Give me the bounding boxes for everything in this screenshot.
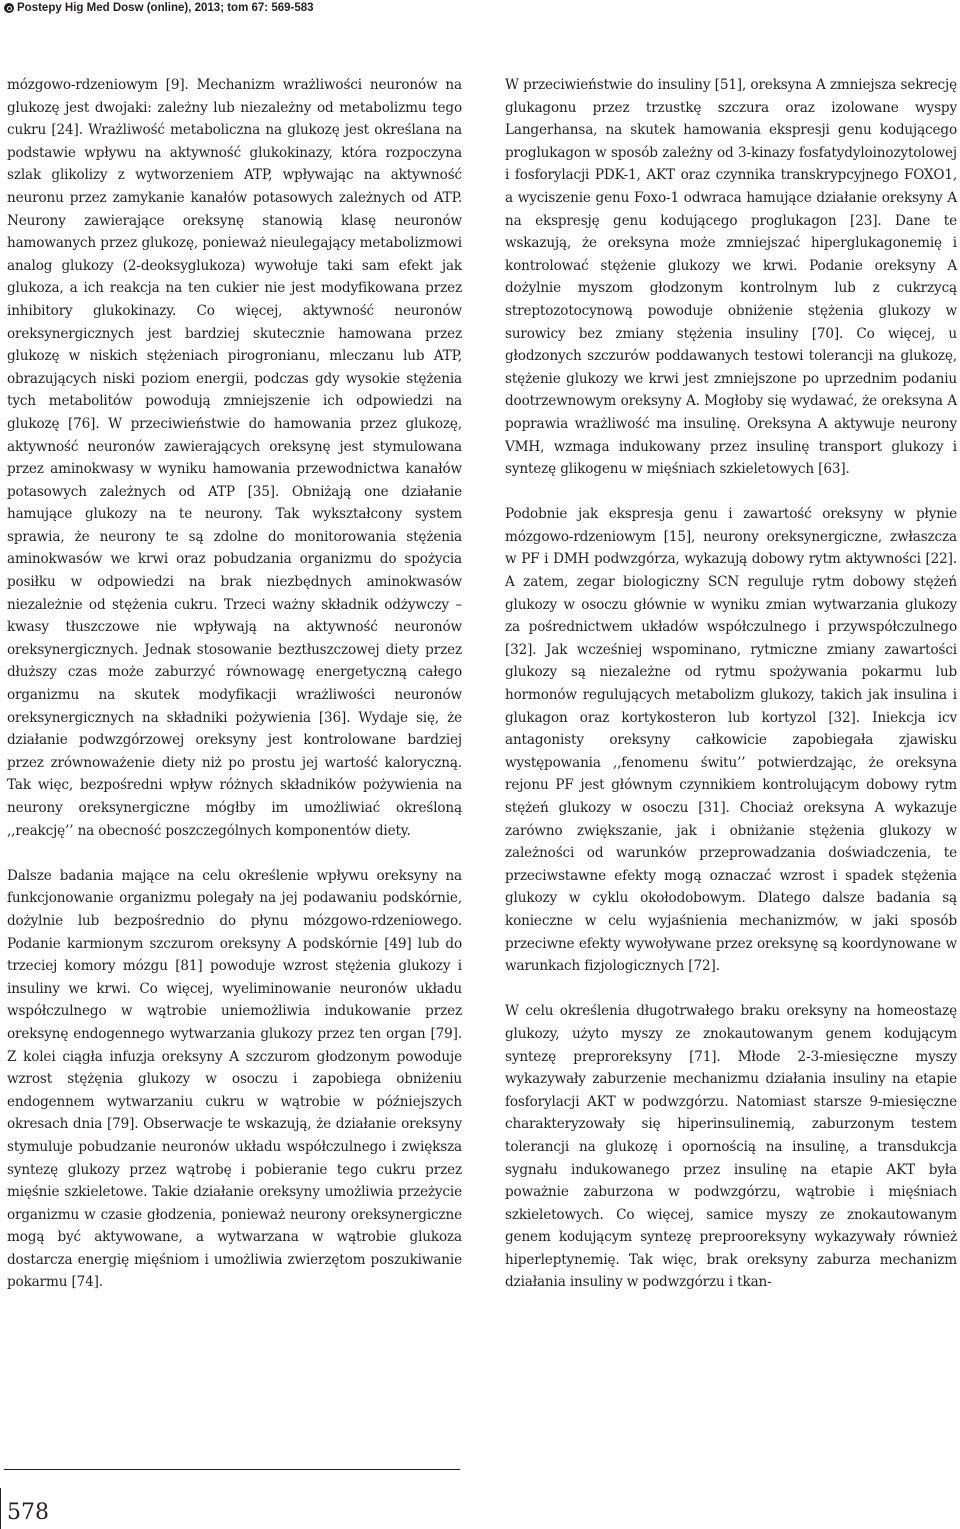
paragraph: mózgowo-rdzeniowym [9]. Mechanizm wrażliwości neuronów na glukozę jest dwojaki: zależny lub niezależny od metabolizmu tego cukru [24]. Wrażliwość metaboliczna na glukozę jest określana na podstawie wpływu na aktywność glukokinazy, która rozpoczyna szlak glikolizy z wytworzeniem ATP, wpływając na aktywność neuronu przez zamykanie kanałów potasowych zależnych od ATP. Neurony zawierające oreksynę stanowią klasę neuronów hamowanych przez glukozę, ponieważ nieulegający metabolizmowi analog glukozy (2-deoksyglukoza) wywołuje taki sam efekt jak glukoza, a ich reakcja na ten cukier nie jest modyfikowana przez inhibitory glukokinazy. Co więcej, aktywność neuronów oreksynergicznych jest bardziej skutecznie hamowana przez glukozę w niskich stężeniach pirogronianu, mleczanu lub ATP, obrazujących niski poziom energii, podczas gdy wysokie stężenia tych metabolitów powodują zmniejszenie ich odpowiedzi na glukozę [76]. W przeciwieństwie do hamowania przez glukozę, aktywność neuronów zawierających oreksynę jest stymulowana przez aminokwasy w wyniku hamowania przewodnictwa kanałów potasowych zależnych od ATP [35]. Obniżają one działanie hamujące glukozy na te neurony. Tak wykształcony system sprawia, że neurony te są zdolne do monitorowania stężenia aminokwasów we krwi oraz pobudzania organizmu do spożycia posiłku w odpowiedzi na brak niezbędnych aminokwasów niezależnie od stężenia cukru. Trzeci ważny składnik odżywczy – kwasy tłuszczowe nie wpływają na aktywność neuronów oreksynergicznych. Jednak stosowanie beztłuszczowej diety przez dłuższy czas może zaburzyć równowagę energetyczną całego organizmu na skutek modyfikacji wrażliwości neuronów oreksynergicznych na składniki pożywienia [36]. Wydaje się, że działanie podwzgórzowej oreksyny jest kontrolowane bardziej przez zrównoważenie diety niż po prostu jej wartość kaloryczną. Tak więc, bezpośredni wpływ różnych składników pożywienia na neurony oreksynergiczne mógłby im umożliwiać określoną ,,reakcję’’ na obecność poszczególnych komponentów diety.	[7, 77, 462, 839]
open-access-icon	[4, 3, 14, 13]
paragraph: Podobnie jak ekspresja genu i zawartość oreksyny w płynie mózgowo-rdzeniowym [15], neurony oreksynergiczne, zwłaszcza w PF i DMH podwzgórza, wykazują dobowy rytm aktywności [22]. A zatem, zegar biologiczny SCN reguluje rytm dobowy stężeń glukozy w osoczu głównie w wyniku zmian wytwarzania glukozy za pośrednictwem układów współczulnego i przywspółczulnego [32]. Jak wcześniej wspominano, rytmiczne zmiany zawartości glukozy są niezależne od rytmu spożywania pokarmu lub hormonów regulujących metabolizm glukozy, takich jak insulina i glukagon oraz kortykosteron lub kortyzol [32]. Iniekcja icv antagonisty oreksyny całkowicie zapobiegała zjawisku występowania ,,fenomenu świtu’’ potwierdzając, że oreksyna rejonu PF jest głównym czynnikiem kontrolującym dobowy rytm stężeń glukozy w osoczu [31]. Chociaż oreksyna A wykazuje zarówno zwiększanie, jak i obniżanie stężenia glukozy w zależności od warunków przeprowadzania doświadczenia, te przeciwstawne efekty mogą oznaczać wzrost i spadek stężenia glukozy w cyklu okołodobowym. Dlatego dalsze badania są konieczne w celu wyjaśnienia mechanizmów, w jaki sposób przeciwne efekty wywoływane przez oreksynę są koordynowane w warunkach fizjologicznych [72].	[505, 506, 957, 975]
right-column	[505, 74, 957, 1294]
journal-header	[4, 0, 314, 16]
journal-citation: Postepy Hig Med Dosw (online), 2013; tom 67: 569-583	[17, 2, 314, 14]
paragraph: W celu określenia długotrwałego braku oreksyny na homeostazę glukozy, użyto myszy ze znokautowanym genem kodującym syntezę preproreksyny [71]. Młode 2-3-miesięczne myszy wykazywały zaburzenie mechanizmu działania insuliny na etapie fosforylacji AKT w podwzgórzu. Natomiast starsze 9-miesięczne charakteryzowały się hiperinsulinemią, zaburzonym testem tolerancji na glukozę i opornością na insulinę, a transdukcja sygnału indukowanego przez insulinę na etapie AKT była poważnie zaburzona w podwzgórzu, wątrobie i mięśniach szkieletowych. Co więcej, samice myszy ze znokautowanym genem kodującym syntezę preprooreksyny wykazywały również hiperleptynemię. Tak więc, brak oreksyny zaburza mechanizm działania insuliny w podwzgórzu i tkan-	[505, 1003, 957, 1291]
page-number: 578	[7, 1500, 49, 1525]
paragraph: Dalsze badania mające na celu określenie wpływu oreksyny na funkcjonowanie organizmu polegały na jej podawaniu podskórnie, dożylnie lub bezpośrednio do płynu mózgowo-rdzeniowego. Podanie karmionym szczurom oreksyny A podskórnie [49] lub do trzeciej komory mózgu [81] powoduje wzrost stężenia glukozy i insuliny we krwi. Co więcej, wyeliminowanie neuronów układu współczulnego w wątrobie uniemożliwia indukowanie przez oreksynę endogennego wytwarzania glukozy przez ten organ [79]. Z kolei ciągła infuzja oreksyny A szczurom głodzonym powoduje wzrost stężęnia glukozy w osoczu i zapobiega obniżeniu endogennem wytwarzaniu cukru w wątrobie w późniejszych okresach dnia [79]. Obserwacje te wskazują, że działanie oreksyny stymuluje pobudzanie neuronów układu współczulnego i zwiększa syntezę glukozy przez wątrobę i pobieranie tego cukru przez mięśnie szkieletowe. Takie działanie oreksyny umożliwia przeżycie organizmu w czasie głodzenia, ponieważ neurony oreksynergiczne mogą być aktywowane, a wytwarzana w wątrobie glukoza dostarcza energię mięśniom i umożliwia zwierzętom poszukiwanie pokarmu [74].	[7, 867, 462, 1291]
page-edge-bar	[0, 1488, 1, 1529]
paragraph: W przeciwieństwie do insuliny [51], oreksyna A zmniejsza sekrecję glukagonu przez trzustkę szczura oraz izolowane wyspy Langerhansa, na skutek hamowania ekspresji genu kodującego proglukagon w sposób zależny od 3-kinazy fosfatydyloinozytolowej i fosforylacji PDK-1, AKT oraz czynnika transkrypcyjnego FOXO1, a wyciszenie genu Foxo-1 odwraca hamujące działanie oreksyny A na ekspresję genu kodującego proglukagon [23]. Dane te wskazują, że oreksyna może zmniejszać hiperglukagonemię i kontrolować stężenie glukozy we krwi. Podanie oreksyny A dożylnie myszom głodzonym kontrolnym lub z cukrzycą streptozotocynową powoduje obniżenie stężenia glukozy w surowicy bez zmiany stężenia insuliny [70]. Co więcej, u głodzonych szczurów poddawanych testowi tolerancji na glukozę, stężenie glukozy we krwi jest zmniejszone po uprzednim podaniu dootrzewnowym oreksyny A. Mogłoby się wydawać, że oreksyna A poprawia wrażliwość ma insulinę. Oreksyna A aktywuje neurony VMH, wzmaga indukowany przez insulinę transport glukozy i syntezę glikogenu w mięśniach szkieletowych [63].	[505, 77, 957, 478]
footer-divider	[4, 1469, 460, 1470]
left-column	[7, 74, 462, 1294]
